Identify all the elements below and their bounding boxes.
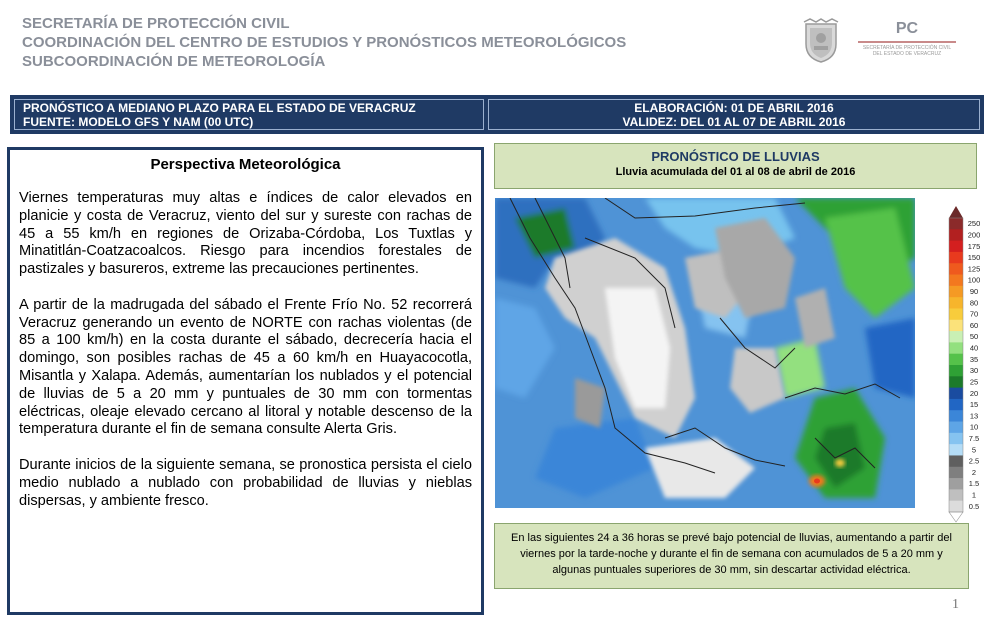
legend-swatch (949, 263, 963, 275)
legend-swatch (949, 354, 963, 366)
pc-logo-bar (858, 41, 956, 43)
model-source-text: FUENTE: MODELO GFS Y NAM (00 UTC) (23, 115, 254, 129)
legend-swatch (949, 365, 963, 377)
header-line-secretaria: SECRETARÍA DE PROTECCIÓN CIVIL (22, 15, 290, 32)
legend-swatch (949, 444, 963, 456)
legend-tick-label: 5 (971, 445, 977, 455)
legend-swatch (949, 422, 963, 434)
rain-forecast-title: PRONÓSTICO DE LLUVIAS (651, 149, 820, 164)
legend-swatch (949, 297, 963, 309)
legend-tick-label: 0.5 (968, 501, 980, 511)
legend-tick-label: 7.5 (968, 434, 980, 443)
legend-tick-label: 10 (969, 422, 979, 432)
legend-swatch (949, 308, 963, 320)
veracruz-seal-icon (800, 18, 842, 64)
legend-swatch (949, 489, 963, 501)
perspectiva-paragraph-1: Viernes temperaturas muy altas e índices de calor elevados en planicie y costa de Veracruz, viento del sur y sureste con rachas de 45 a 55 km/h en regiones de Orizaba-Córdoba, Los Tuxtlas y Minatitlán-Coatzacoalcos. Riesgo para incendios forestales de pastizales y basureros, extreme las precauciones pertinentes. (19, 190, 472, 278)
legend-swatch (949, 376, 963, 388)
legend-swatch (949, 410, 963, 422)
legend-tick-label: 13 (969, 411, 979, 421)
legend-swatch (949, 331, 963, 343)
legend-tick-label: 2 (971, 467, 977, 477)
legend-swatch (949, 218, 963, 230)
legend-swatch (949, 501, 963, 513)
legend-tick-label: 250 (967, 219, 981, 229)
legend-tick-label: 70 (969, 309, 979, 319)
pc-logo-letters: PC (895, 20, 919, 37)
perspectiva-title: Perspectiva Meteorológica (150, 156, 341, 173)
legend-tick-label: 40 (969, 343, 979, 353)
pc-logo-subtitle-1: SECRETARÍA DE PROTECCIÓN CIVIL (862, 45, 952, 51)
header-line-subcoordinacion: SUBCOORDINACIÓN DE METEOROLOGÍA (22, 53, 326, 70)
header-titles (22, 14, 626, 71)
legend-swatch (949, 286, 963, 298)
elaboration-date-text: ELABORACIÓN: 01 DE ABRIL 2016 (634, 101, 834, 115)
legend-swatch (949, 399, 963, 411)
legend-swatch (949, 467, 963, 479)
legend-swatch (949, 229, 963, 241)
legend-tick-label: 15 (969, 400, 979, 410)
info-bar-forecast-cell (14, 99, 484, 130)
legend-swatch (949, 252, 963, 264)
legend-swatch (949, 241, 963, 253)
legend-swatch (949, 433, 963, 445)
legend-swatch (949, 342, 963, 354)
legend-tick-label: 25 (969, 377, 979, 387)
legend-swatches (949, 206, 963, 522)
legend-tick-label: 60 (969, 320, 979, 330)
rain-forecast-header (494, 143, 977, 189)
legend-tick-label: 30 (969, 366, 979, 376)
page-number: 1 (952, 597, 959, 612)
legend-tick-label: 50 (969, 332, 979, 342)
legend-tick-label: 90 (969, 287, 979, 296)
perspectiva-paragraph-2: A partir de la madrugada del sábado el Frente Frío No. 52 recorrerá Veracruz generando un evento de NORTE con rachas violentas (de 85 a 100 km/h) en la costa durante el sábado, decrecería hacia el domingo, son posibles rachas de 45 a 60 km/h en Huayacocotla, Misantla y Xalapa. Además, aumentarían los nublados y el potencial de lluvias de 5 a 20 mm y puntuales de 30 mm con tormentas eléctricas, oleaje elevado cercano al litoral y notable descenso de la temperatura durante el fin de semana consulte Alerta Gris. (19, 296, 472, 438)
legend-swatch (949, 320, 963, 332)
legend-swatch (949, 275, 963, 287)
legend-swatch (949, 478, 963, 490)
legend-tick-label: 150 (967, 253, 981, 263)
legend-tick-label: 125 (967, 264, 981, 274)
header-line-coordinacion: COORDINACIÓN DEL CENTRO DE ESTUDIOS Y PRONÓSTICOS METEOROLÓGICOS (22, 34, 627, 51)
pc-logo (852, 20, 962, 70)
legend-tick-label: 35 (969, 354, 979, 364)
legend-arrow-bottom (949, 512, 963, 522)
info-bar (10, 95, 984, 134)
rain-forecast-text: En las siguientes 24 a 36 horas se prevé bajo potencial de lluvias, aumentando a partir del viernes por la tarde-noche y durante el fin de semana con acumulados de 5 a 20 mm y algunas puntuales superiores de 30 mm, sin descartar actividad eléctrica. (494, 523, 969, 589)
info-bar-dates-cell (488, 99, 980, 130)
rainfall-color-legend (946, 206, 986, 524)
validity-text: VALIDEZ: DEL 01 AL 07 DE ABRIL 2016 (622, 115, 846, 129)
perspectiva-paragraph-3: Durante inicios de la siguiente semana, se pronostica persista el cielo medio nublado a nublado con probabilidad de lluvias y nieblas dispersas, y ambiente fresco. (19, 456, 472, 509)
legend-tick-label: 2.5 (968, 456, 980, 466)
forecast-type-text: PRONÓSTICO A MEDIANO PLAZO PARA EL ESTADO DE VERACRUZ (23, 101, 416, 115)
legend-labels (968, 219, 981, 511)
legend-tick-label: 1 (971, 490, 977, 500)
legend-swatch (949, 388, 963, 400)
legend-tick-label: 1.5 (968, 479, 980, 489)
legend-tick-label: 80 (969, 298, 979, 308)
legend-tick-label: 20 (969, 388, 979, 398)
rain-forecast-subtitle: Lluvia acumulada del 01 al 08 de abril de 2016 (615, 166, 856, 178)
legend-tick-label: 175 (967, 241, 981, 251)
legend-tick-label: 100 (967, 275, 981, 285)
perspectiva-body (19, 190, 472, 528)
legend-swatch (949, 455, 963, 467)
precipitation-map (495, 198, 915, 508)
legend-arrow-top (949, 206, 963, 218)
legend-tick-label: 200 (967, 230, 981, 240)
perspectiva-panel (7, 147, 484, 615)
pc-logo-subtitle-2: DEL ESTADO DE VERACRUZ (872, 51, 942, 57)
